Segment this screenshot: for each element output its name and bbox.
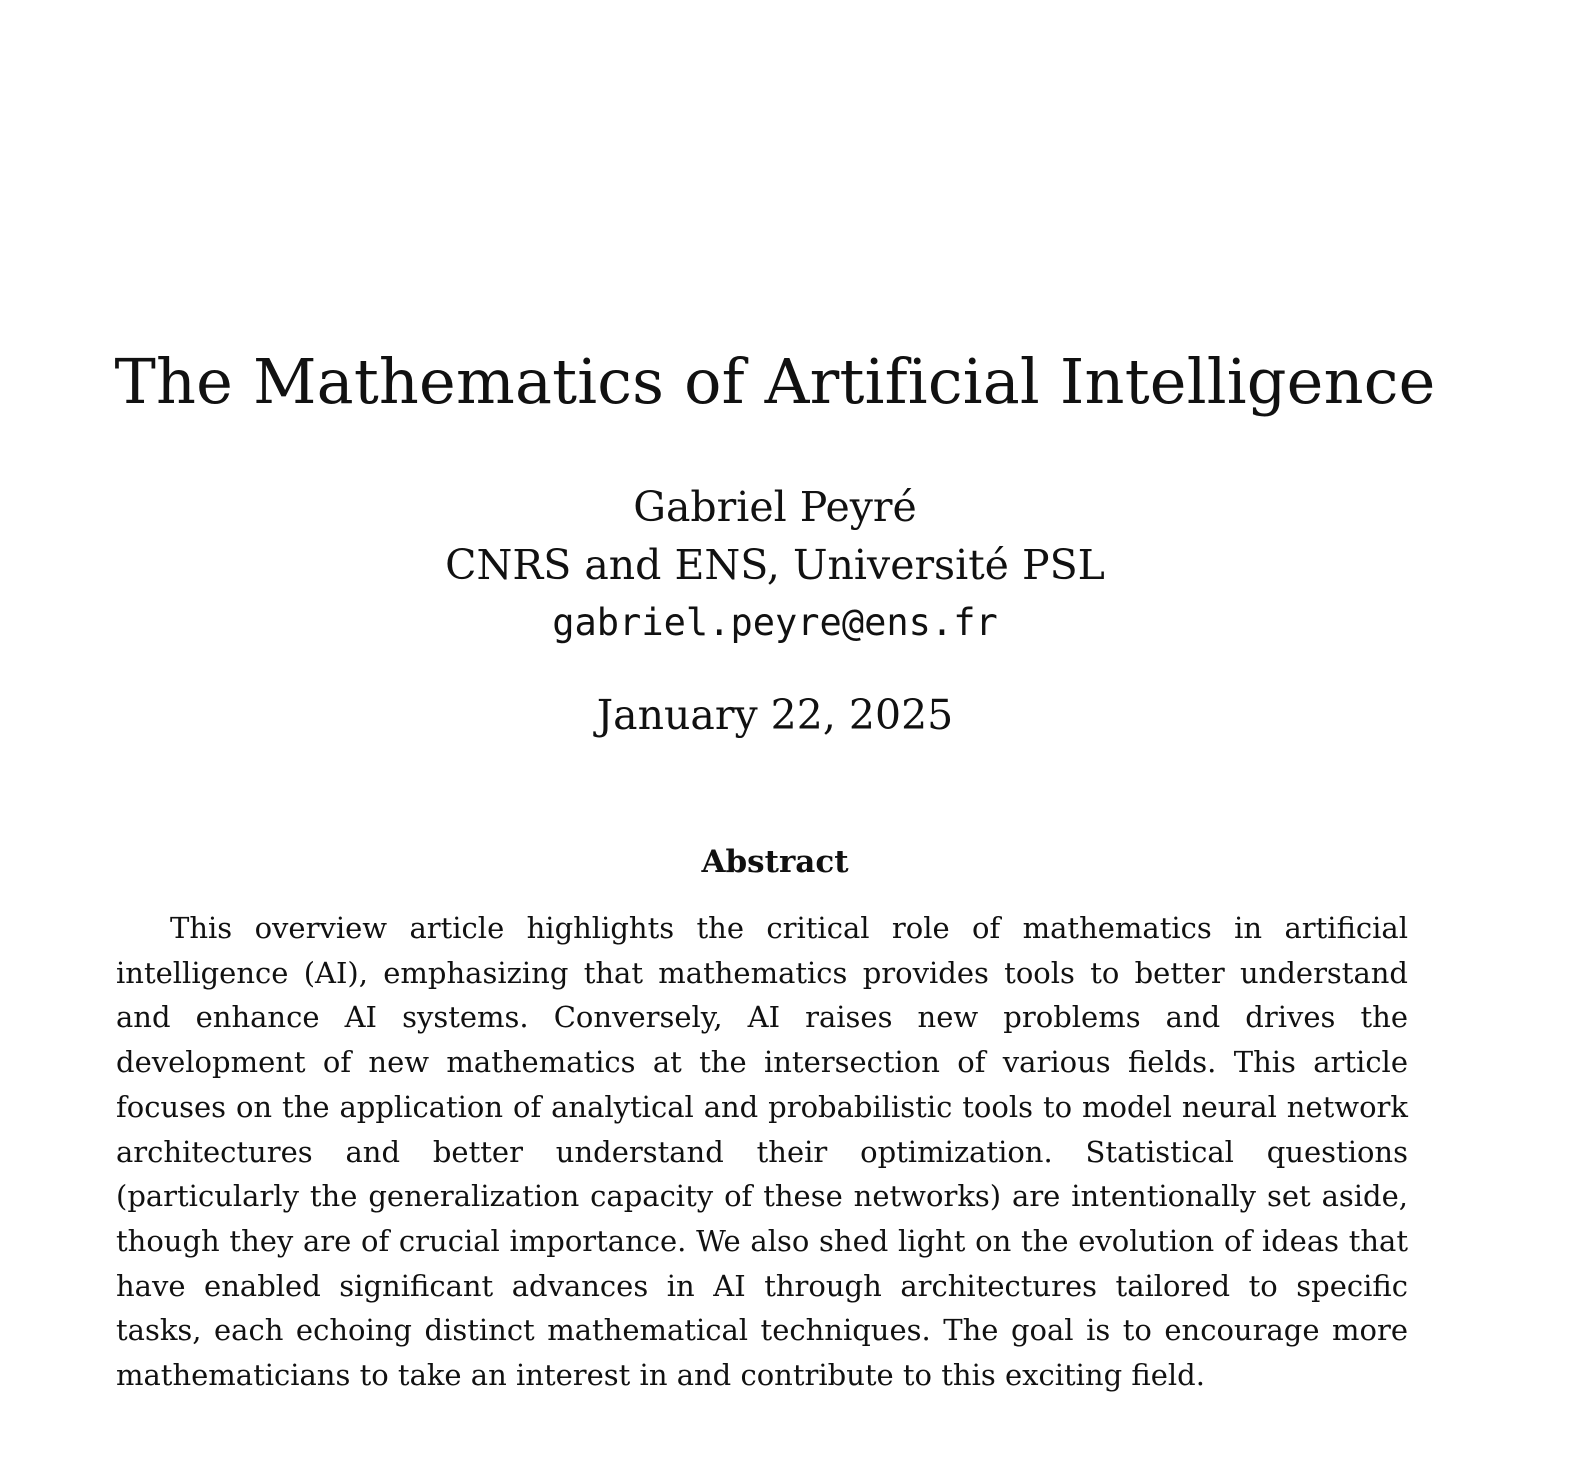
author-block xyxy=(0,478,1550,652)
publication-date: January 22, 2025 xyxy=(596,691,954,739)
author-email: gabriel.peyre@ens.fr xyxy=(552,601,998,644)
author-affiliation: CNRS and ENS, Université PSL xyxy=(445,541,1105,589)
paper-title: The Mathematics of Artificial Intelligence xyxy=(114,345,1436,418)
abstract-text: This overview article highlights the critical role of mathematics in artificial intelligence (AI), emphasizing that mathematics provides tools to better understand and enhance AI systems. Conversely, AI raises new problems and drives the development of new mathematics at the intersection of various fields. This article focuses on the application of analytical and probabilistic tools to model neural network architectures and better understand their optimization. Statistical questions (particularly the generalization capacity of these networks) are intentionally set aside, though they are of crucial importance. We also shed light on the evolution of ideas that have enabled significant advances in AI through architectures tailored to specific tasks, each echoing distinct mathematical techniques. The goal is to encourage more mathematicians to take an interest in and contribute to this exciting field. xyxy=(116,911,1408,1393)
author-name: Gabriel Peyré xyxy=(633,483,917,531)
abstract-heading: Abstract xyxy=(701,844,849,880)
